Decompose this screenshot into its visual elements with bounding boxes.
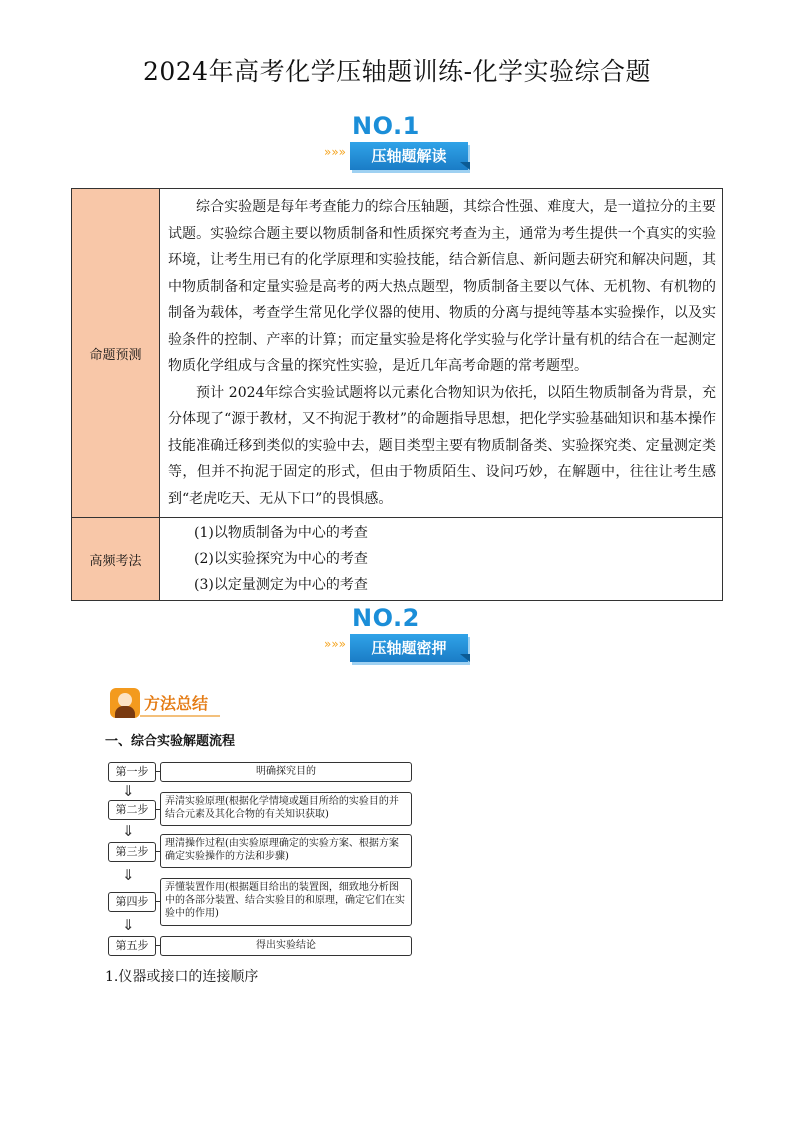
down-arrow-icon: ⇓ (122, 822, 135, 840)
teacher-avatar-icon (110, 688, 140, 718)
overview-table (71, 188, 723, 601)
method-label: 方法总结 (144, 694, 209, 713)
section-title: 一、综合实验解题流程 (105, 734, 236, 749)
section-banner-1 (324, 112, 472, 178)
frequent-content (160, 518, 723, 601)
flow-step-label: 第一步 (108, 762, 156, 782)
flow-step-box: 弄清实验原理(根据化学情境或题目所给的实验目的并结合元素及其化合物的有关知识获取) (160, 792, 412, 826)
flow-step-label: 第二步 (108, 800, 156, 820)
section-banner-2 (324, 604, 472, 670)
prediction-paragraph-1: 综合实验题是每年考查能力的综合压轴题，其综合性强、难度大，是一道拉分的主要试题。实验综合题主要以物质制备和性质探究考查为主，通常为考生提供一个真实的实验环境，让考生用已有的化学原理和实验技能，结合新信息、新问题去研究和解决问题，其中物质制备和定量实验是高考的两大热点题型，物质制备主要以气体、无机物、有机物的制备为载体，考查学生常见化学仪器的使用、物质的分离与提纯等基本实验操作，以及实验条件的控制、产率的计算；而定量实验是将化学实验与化学计量有机的结合在一起测定物质化学组成与含量的探究性实验，是近几年高考命题的常考题型。 (168, 199, 716, 374)
down-arrow-icon: ⇓ (122, 866, 135, 884)
down-arrow-icon: ⇓ (122, 782, 135, 800)
flow-step-label: 第三步 (108, 842, 156, 862)
table-row (72, 189, 723, 518)
list-item: (1)以物质制备为中心的考查 (194, 525, 368, 541)
banner-label: 压轴题解读 (350, 142, 468, 170)
flow-step-box: 得出实验结论 (160, 936, 412, 956)
down-arrow-icon: ⇓ (122, 916, 135, 934)
banner-label: 压轴题密押 (350, 634, 468, 662)
row-header-frequent: 高频考法 (72, 518, 160, 601)
row-header-prediction: 命题预测 (72, 189, 160, 518)
flow-step-label: 第四步 (108, 892, 156, 912)
prediction-paragraph-2: 预计 2024年综合实验试题将以元素化合物知识为依托，以陌生物质制备为背景，充分体现了“源于教材，又不拘泥于教材”的命题指导思想，把化学实验基础知识和基本操作技能准确迁移到类似的实验中去，题目类型主要有物质制备类、实验探究类、定量测定类等，但并不拘泥于固定的形式，但由于物质陌生、设问巧妙，在解题中，往往让考生感到“老虎吃天、无从下口”的畏惧感。 (168, 384, 716, 507)
banner-number: NO.1 (352, 112, 420, 140)
flow-diagram (108, 762, 414, 958)
banner-fold-icon (460, 162, 470, 170)
subsection-title: 1.仪器或接口的连接顺序 (105, 969, 259, 985)
banner-fold-icon (460, 654, 470, 662)
list-item: (2)以实验探究为中心的考查 (194, 551, 368, 567)
flow-step-box: 弄懂装置作用(根据题目给出的装置图，细致地分析图中的各部分装置、结合实验目的和原理，确定它们在实验中的作用) (160, 878, 412, 926)
page-title: 2024年高考化学压轴题训练-化学实验综合题 (142, 57, 652, 86)
prediction-content (160, 189, 723, 518)
banner-arrows-icon: »»» (324, 637, 347, 651)
flow-step-box: 理清操作过程(由实验原理确定的实验方案、根据方案确定实验操作的方法和步骤) (160, 834, 412, 868)
method-summary-header (110, 688, 220, 718)
flow-step-label: 第五步 (108, 936, 156, 956)
flow-step-box: 明确探究目的 (160, 762, 412, 782)
table-row (72, 518, 723, 601)
banner-arrows-icon: »»» (324, 145, 347, 159)
list-item: (3)以定量测定为中心的考查 (194, 577, 368, 593)
banner-number: NO.2 (352, 604, 420, 632)
